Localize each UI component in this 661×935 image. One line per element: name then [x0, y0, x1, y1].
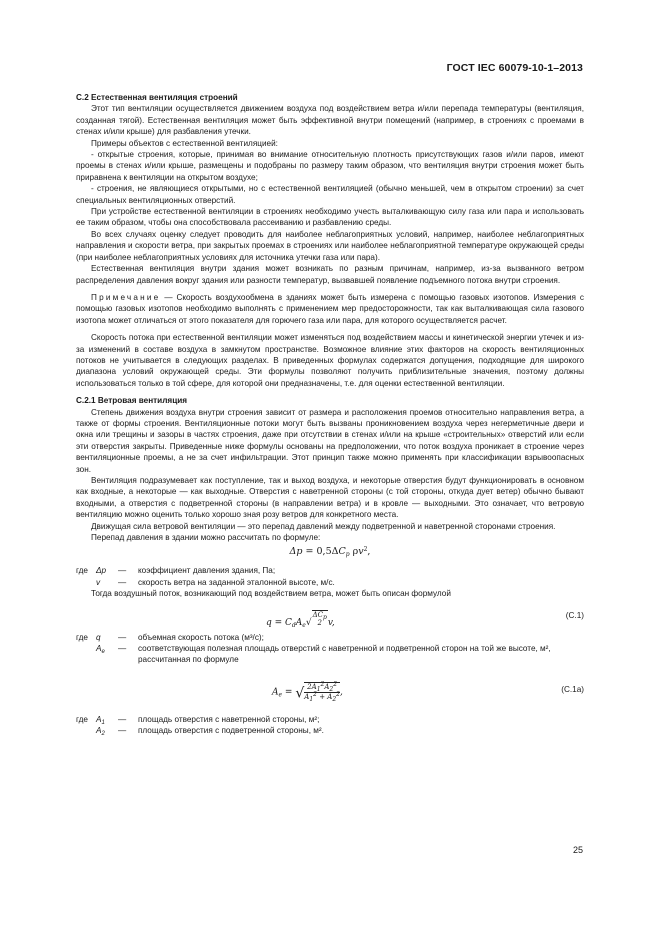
where-text: соответствующая полезная площадь отверстий с наветренной и подветренной сторон на той же высоте, м², рассчитанная по формуле: [138, 644, 551, 665]
note: [76, 292, 584, 326]
where-symbol: $A_2$: [96, 726, 105, 738]
formula-c1a: $A_e$ = √ $2A_1^2A_2^2$ $A_1^2 + A_2^2$, (С.1а): [272, 680, 584, 703]
where-row: где $A_1$ — площадь отверстия с наветренной стороны, м²;: [76, 714, 584, 725]
where-row: где q — объемная скорость потока (м³/с);: [76, 632, 584, 643]
where-text: объемная скорость потока (м³/с);: [138, 632, 264, 642]
where-dash: —: [118, 566, 127, 576]
where-row: [76, 577, 584, 588]
list-item: - строения, не являющиеся открытыми, но с естественной вентиляцией (обычно меньшей, чем в открытом строении) за счет специальных вентиляционных отверстий.: [76, 184, 584, 205]
list-item: - открытые строения, которые, принимая во внимание относительную плотность присутствующих газов и/или паров, имеют проемы в стенах и/или крыше, размещены и подобраны по размеру таким образом, что вентиляция внутри строения может быть приравнена к вентиляции на открытом воздухе;: [76, 150, 584, 182]
where-dash: —: [118, 577, 127, 587]
document-header: ГОСТ IEC 60079-10-1–2013: [446, 62, 583, 74]
where-text: площадь отверстия с подветренной стороны, м².: [138, 726, 324, 736]
where-text: площадь отверстия с наветренной стороны, м²;: [138, 714, 320, 724]
paragraph: Движущая сила ветровой вентиляции — это перепад давлений между подветренной и наветренной сторонами строения.: [91, 521, 556, 531]
note-text: — Скорость воздухообмена в зданиях может быть измерена с помощью газовых изотопов. Измерения с помощью газовых изотопов необходимо выполнять с применением мер предосторожности, так как выталкивающая сила газового изотопа может отличаться от этого показателя для горючего газа или пара, для которого осуществляется расчет.: [76, 292, 584, 325]
paragraph: Скорость потока при естественной вентиляции может изменяться под воздействием массы и кинетической энергии утечек и из-за изменений в составе воздуха в замкнутом пространстве. Возможное влияние этих факторов на скорость вентиляционных потоков не учитывается в следующих разделах. В приведенных формулах содержатся допущения, подходящие для широкого диапазона условий окружающей среды. Эти формулы позволяют получить приблизительные значения, поэтому должны использоваться только в той сфере, для которой они предназначены, т.е. для оценки естественной вентиляции.: [76, 333, 584, 388]
where-prefix: где: [76, 566, 88, 576]
paragraph: Вентиляция подразумевает как поступление, так и выход воздуха, и некоторые отверстия будут функционировать в основном как входные, а некоторые — как выходные. Отверстия с наветренной стороны (с той стороны, откуда дует ветер) обычно бывают входными, а отверстия с подветренной стороны (в направлении ветра) и в кровле — выходными. Это означает, что ветровую вентиляцию можно оценить только хорошо зная розу ветров для конкретного места.: [76, 476, 584, 520]
formula-pressure-difference: $\Delta p = 0,5\Delta C_p$ $\rho v^2$,: [289, 546, 371, 559]
note-label: Примечание: [91, 292, 161, 302]
formula-c1: $q = C_dA_e√\Delta C_p$ 2 v, (С.1): [266, 610, 584, 629]
where-symbol: $A_1$: [96, 714, 105, 726]
where-symbol: v: [96, 577, 101, 587]
paragraph: Во всех случаях оценку следует проводить для наиболее неблагоприятных условий, например, наиболее неблагоприятных направления и скорости ветра, при закрытых проемах в строениях или наиболее неблагоприятной температуре окружающей среды (при наиболее неблагоприятных условиях для источника утечки газа или пара).: [76, 229, 584, 262]
paragraph: Этот тип вентиляции осуществляется движением воздуха под воздействием ветра и/или перепада температуры (вентиляция, созданная тягой). Естественная вентиляция может быть эффективной внутри помещений (например, в строениях с проемами в стенах и/или крыше) для разбавления утечки.: [76, 104, 584, 137]
where-text: коэффициент давления здания, Па;: [138, 566, 276, 576]
where-symbol: Δp: [96, 566, 107, 576]
where-row: [76, 565, 584, 576]
paragraph: При устройстве естественной вентиляции в строениях необходимо учесть выталкивающую силу газа или пара и использовать ее таким образом, чтобы она способствовала рассеиванию и разбавлению среды.: [76, 207, 584, 228]
equation-number: (С.1а): [561, 684, 584, 694]
where-row: $A_2$ — площадь отверстия с подветренной стороны, м².: [76, 725, 584, 736]
where-row: $A_e$ — соответствующая полезная площадь отверстий с наветренной и подветренной сторон на той же высоте, м², рассчитанная по формуле: [76, 643, 584, 666]
paragraph: Степень движения воздуха внутри строения зависит от размера и расположения проемов относительно направления ветра, а также от формы строения. Вентиляционные потоки могут быть вызваны проникновением воздуха через негерметичные двери и окна или трещины и зазоры в частях строения, даже при отсутствии в стенах и/или на крыше «строительных» отверстий или если эти отверстия закрыты. Приведенные ниже формулы основаны на предположении, что поток воздуха проникает в строение через вентиляционные проемы, а не за счет инфильтрации. Этот принцип также можно применять при классификации взрывоопасных зон.: [76, 407, 584, 474]
page-content: [76, 92, 584, 737]
equation-number: (С.1): [565, 610, 584, 620]
section-title: С.2 Естественная вентиляция строений: [76, 93, 238, 102]
paragraph: Перепад давления в здании можно рассчитать по формуле:: [91, 533, 321, 543]
page-number: 25: [572, 845, 583, 855]
paragraph: Естественная вентиляция внутри здания может возникать по разным причинам, например, из-за вызванного ветром распределения давления вокруг здания или разности температур, вызвавшей появление подъемного потока внутри строения.: [76, 264, 584, 285]
paragraph: Примеры объектов с естественной вентиляцией:: [91, 138, 278, 148]
paragraph: Тогда воздушный поток, возникающий под воздействием ветра, может быть описан формулой: [91, 589, 451, 599]
where-text: скорость ветра на заданной эталонной высоте, м/с.: [138, 577, 335, 587]
subsection-title: С.2.1 Ветровая вентиляция: [76, 396, 188, 406]
